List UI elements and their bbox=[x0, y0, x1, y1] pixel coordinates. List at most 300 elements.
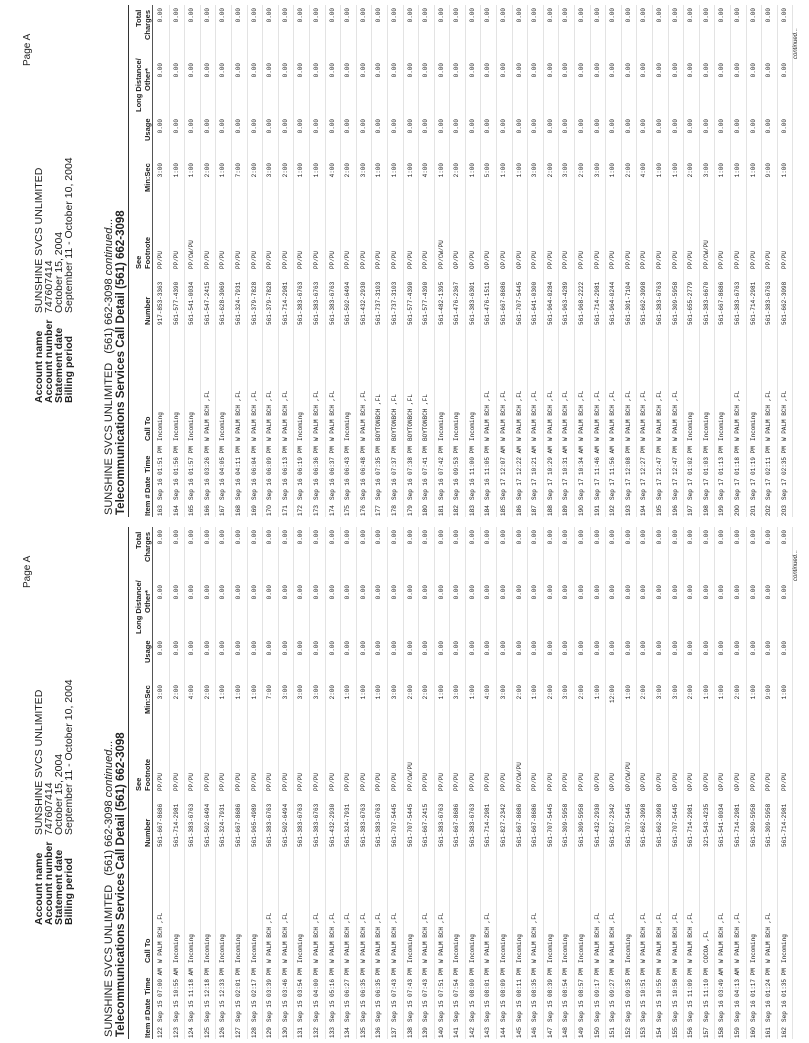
cell-number: 561-547-2415 bbox=[203, 281, 211, 325]
cell-long-distance: 0.00 bbox=[437, 63, 445, 78]
cell-min-sec: 1:00 bbox=[359, 685, 367, 700]
cell-time: 01:51 PM bbox=[157, 446, 164, 475]
cell-min-sec: 1:00 bbox=[297, 163, 305, 178]
table-row bbox=[513, 5, 529, 517]
table-row bbox=[622, 527, 638, 1039]
table-row bbox=[388, 5, 404, 517]
cell-long-distance: 0.00 bbox=[422, 585, 430, 600]
cell-number: 561-714-2981 bbox=[780, 803, 788, 847]
cell-call-to: Incoming bbox=[157, 412, 164, 441]
col-min-sec: Min:Sec bbox=[143, 163, 152, 192]
cell-number: 561-963-4289 bbox=[562, 281, 570, 325]
cell-long-distance: 0.00 bbox=[484, 585, 492, 600]
cell-call-to: W PALM BCH ,FL bbox=[546, 390, 554, 441]
cell-item: 160 bbox=[749, 1027, 757, 1038]
cell-min-sec: 1:00 bbox=[390, 163, 398, 178]
cell-long-distance: 0.00 bbox=[359, 585, 367, 600]
cell-call-to: W PALM BCH ,FL bbox=[640, 912, 648, 963]
account-number-label: Account number bbox=[43, 319, 55, 403]
cell-number: 561-383-6763 bbox=[437, 803, 445, 847]
cell-date: Sep 15 bbox=[281, 1000, 289, 1022]
cell-long-distance: 0.00 bbox=[593, 585, 601, 600]
cell-call-to: COCOA ,FL bbox=[702, 930, 710, 963]
cell-long-distance: 0.00 bbox=[172, 63, 180, 78]
cell-footnote: PP/PU bbox=[406, 250, 414, 269]
cell-min-sec: 4:00 bbox=[484, 685, 492, 700]
cell-time: 10:31 AM bbox=[562, 446, 570, 475]
cell-number: 561-383-6763 bbox=[733, 281, 741, 325]
table-row bbox=[185, 527, 201, 1039]
cell-time: 10:51 PM bbox=[640, 968, 648, 997]
cell-min-sec: 7:00 bbox=[266, 685, 274, 700]
cell-date: Sep 17 bbox=[624, 478, 632, 500]
cell-item: 141 bbox=[453, 1027, 461, 1038]
cell-time: 01:35 PM bbox=[780, 968, 788, 997]
cell-date: Sep 15 bbox=[157, 1000, 164, 1022]
cell-usage: 0.00 bbox=[453, 119, 461, 134]
cell-date: Sep 15 bbox=[702, 1000, 710, 1022]
cell-call-to: W PALM BCH ,FL bbox=[593, 912, 601, 963]
cell-item: 143 bbox=[484, 1027, 492, 1038]
cell-footnote: OP/PU bbox=[718, 772, 726, 791]
statement-date-value: October 15, 2004 bbox=[53, 753, 65, 835]
cell-time: 11:05 PM bbox=[484, 446, 492, 475]
table-row bbox=[669, 5, 685, 517]
cell-item: 148 bbox=[562, 1027, 570, 1038]
cell-total-charges: 0.00 bbox=[656, 8, 663, 23]
cell-footnote: OP/PU bbox=[453, 250, 461, 269]
cell-long-distance: 0.00 bbox=[671, 585, 679, 600]
cell-long-distance: 0.00 bbox=[312, 585, 320, 600]
cell-time: 01:13 PM bbox=[718, 446, 726, 475]
cell-number: 561-324-7931 bbox=[234, 281, 242, 325]
cell-min-sec: 2:00 bbox=[687, 163, 695, 178]
cell-date: Sep 16 bbox=[484, 478, 492, 500]
cell-item: 196 bbox=[671, 505, 679, 516]
cell-footnote: OP/PU bbox=[702, 772, 710, 791]
cell-item: 138 bbox=[406, 1027, 414, 1038]
cell-number: 561-667-8686 bbox=[500, 281, 508, 325]
cell-time: 02:35 PM bbox=[780, 446, 788, 475]
cell-date: Sep 17 bbox=[500, 478, 508, 500]
cell-item: 164 bbox=[172, 505, 180, 516]
cell-usage: 0.00 bbox=[531, 641, 539, 656]
cell-call-to: W PALM BCH ,FL bbox=[250, 390, 258, 441]
cell-min-sec: 2:00 bbox=[344, 163, 352, 178]
cell-total-charges: 0.00 bbox=[687, 530, 695, 545]
cell-date: Sep 17 bbox=[562, 478, 570, 500]
table-row bbox=[419, 527, 435, 1039]
cell-time: 04:00 PM bbox=[312, 968, 320, 997]
table-row bbox=[450, 5, 466, 517]
cell-total-charges: 0.00 bbox=[702, 8, 710, 23]
cell-call-to: W PALM BCH ,FL bbox=[531, 390, 539, 441]
cell-call-to: W PALM BCH ,FL bbox=[609, 912, 617, 963]
cell-item: 190 bbox=[578, 505, 586, 516]
cell-min-sec: 7:00 bbox=[234, 163, 242, 178]
cell-footnote: PP/PU bbox=[281, 772, 289, 791]
cell-min-sec: 1:00 bbox=[780, 163, 788, 178]
cell-total-charges: 0.00 bbox=[562, 8, 570, 23]
cell-call-to: W PALM BCH ,FL bbox=[593, 390, 601, 441]
table-row bbox=[481, 5, 497, 517]
cell-call-to: W PALM BCH ,FL bbox=[640, 390, 648, 441]
account-number-label: Account number bbox=[43, 841, 55, 925]
company-line bbox=[103, 218, 115, 515]
cell-number: 917-853-3363 bbox=[157, 281, 164, 325]
cell-usage: 0.00 bbox=[422, 641, 430, 656]
cell-footnote: PP/CW/PU bbox=[188, 240, 196, 269]
cell-item: 153 bbox=[640, 1027, 648, 1038]
cell-time: 01:24 PM bbox=[765, 968, 773, 997]
cell-footnote: PP/CW/PU bbox=[702, 240, 710, 269]
cell-item: 203 bbox=[780, 505, 788, 516]
cell-usage: 0.00 bbox=[500, 119, 508, 134]
cell-number: 561-737-3103 bbox=[390, 281, 398, 325]
cell-time: 08:57 PM bbox=[578, 968, 586, 997]
table-row bbox=[731, 527, 747, 1039]
cell-long-distance: 0.00 bbox=[328, 63, 336, 78]
cell-min-sec: 1:00 bbox=[609, 163, 617, 178]
cell-footnote: PP/PU bbox=[234, 250, 242, 269]
header-rule bbox=[128, 527, 129, 1039]
table-row bbox=[653, 527, 669, 1039]
cell-date: Sep 16 bbox=[234, 478, 242, 500]
table-row bbox=[700, 5, 716, 517]
cell-long-distance: 0.00 bbox=[765, 585, 773, 600]
cell-call-to: Incoming bbox=[500, 934, 508, 963]
cell-call-to: Incoming bbox=[624, 934, 632, 963]
cell-date: Sep 15 bbox=[219, 1000, 227, 1022]
cell-date: Sep 17 bbox=[733, 478, 741, 500]
cell-time: 11:18 AM bbox=[188, 968, 196, 997]
col-footnote: Footnote bbox=[143, 758, 152, 791]
cell-long-distance: 0.00 bbox=[671, 63, 679, 78]
cell-item: 165 bbox=[188, 505, 196, 516]
cell-footnote: PP/PU bbox=[593, 250, 601, 269]
cell-item: 176 bbox=[359, 505, 367, 516]
table-row bbox=[544, 527, 560, 1039]
cell-total-charges: 0.00 bbox=[671, 530, 679, 545]
cell-total-charges: 0.00 bbox=[172, 530, 180, 545]
cell-footnote: PP/PU bbox=[578, 250, 586, 269]
cell-usage: 0.00 bbox=[733, 119, 741, 134]
section-title: Telecommunications Services Call Detail (561) 662-3098 bbox=[115, 210, 127, 515]
cell-usage: 0.00 bbox=[609, 641, 617, 656]
table-row bbox=[684, 5, 700, 517]
cell-time: 07:41 PM bbox=[422, 446, 430, 475]
cell-call-to: W PALM BCH ,FL bbox=[578, 390, 586, 441]
cell-call-to: Incoming bbox=[297, 412, 305, 441]
cell-call-to: W PALM BCH ,FL bbox=[671, 390, 679, 441]
cell-time: 06:04 PM bbox=[250, 446, 258, 475]
cell-min-sec: 1:00 bbox=[312, 163, 320, 178]
cell-total-charges: 0.00 bbox=[749, 8, 757, 23]
col-total: Total bbox=[134, 531, 143, 549]
table-row bbox=[481, 527, 497, 1039]
cell-long-distance: 0.00 bbox=[468, 585, 476, 600]
cell-item: 133 bbox=[328, 1027, 336, 1038]
table-row bbox=[294, 5, 310, 517]
account-name-label: Account name bbox=[33, 852, 45, 925]
cell-footnote: PP/PU bbox=[297, 250, 305, 269]
table-row bbox=[715, 5, 731, 517]
cell-min-sec: 2:00 bbox=[422, 685, 430, 700]
table-row bbox=[435, 5, 451, 517]
cell-date: Sep 16 bbox=[733, 1000, 741, 1022]
cell-number: 561-577-4390 bbox=[406, 281, 414, 325]
cell-item: 152 bbox=[624, 1027, 632, 1038]
account-info bbox=[34, 157, 74, 403]
cell-min-sec: 3:00 bbox=[656, 685, 663, 700]
cell-footnote: PP/PU bbox=[562, 772, 570, 791]
cell-footnote: PP/PU bbox=[250, 772, 258, 791]
cell-date: Sep 16 bbox=[328, 478, 336, 500]
cell-min-sec: 2:00 bbox=[578, 685, 586, 700]
cell-usage: 0.00 bbox=[312, 641, 320, 656]
cell-footnote: PP/PU bbox=[328, 250, 336, 269]
cell-usage: 0.00 bbox=[297, 641, 305, 656]
cell-total-charges: 0.00 bbox=[157, 530, 164, 545]
cell-time: 07:43 PM bbox=[390, 968, 398, 997]
cell-min-sec: 1:00 bbox=[219, 163, 227, 178]
table-row bbox=[575, 5, 591, 517]
cell-long-distance: 0.00 bbox=[375, 63, 383, 78]
cell-call-to: BOYTONBCH ,FL bbox=[375, 394, 383, 441]
cell-min-sec: 2:00 bbox=[546, 685, 554, 700]
cell-number: 561-309-5958 bbox=[562, 803, 570, 847]
cell-usage: 0.00 bbox=[172, 641, 180, 656]
cell-call-to: W PALM BCH ,FL bbox=[624, 390, 632, 441]
cell-call-to: W PALM BCH ,FL bbox=[359, 912, 367, 963]
cell-usage: 0.00 bbox=[312, 119, 320, 134]
cell-min-sec: 3:00 bbox=[500, 685, 508, 700]
cell-long-distance: 0.00 bbox=[515, 585, 523, 600]
cell-footnote: PP/PU bbox=[656, 250, 663, 269]
cell-long-distance: 0.00 bbox=[733, 585, 741, 600]
table-row bbox=[747, 527, 763, 1039]
cell-usage: 0.00 bbox=[219, 641, 227, 656]
cell-time: 04:11 PM bbox=[234, 446, 242, 475]
cell-call-to: Incoming bbox=[203, 934, 211, 963]
cell-date: Sep 15 bbox=[422, 1000, 430, 1022]
cell-date: Sep 15 bbox=[203, 1000, 211, 1022]
cell-number: 561-662-3098 bbox=[640, 803, 648, 847]
cell-number: 561-577-4390 bbox=[172, 281, 180, 325]
cell-item: 157 bbox=[702, 1027, 710, 1038]
cell-total-charges: 0.00 bbox=[188, 8, 196, 23]
cell-time: 09:27 PM bbox=[609, 968, 617, 997]
cell-usage: 0.00 bbox=[687, 641, 695, 656]
cell-time: 08:01 PM bbox=[484, 968, 492, 997]
cell-call-to: Incoming bbox=[172, 934, 180, 963]
cell-item: 195 bbox=[656, 505, 663, 516]
cell-call-to: W PALM BCH ,FL bbox=[390, 912, 398, 963]
cell-number: 561-707-5445 bbox=[546, 803, 554, 847]
cell-number: 561-383-6763 bbox=[297, 803, 305, 847]
cell-date: Sep 16 bbox=[780, 1000, 788, 1022]
cell-min-sec: 1:00 bbox=[406, 163, 414, 178]
cell-long-distance: 0.00 bbox=[297, 585, 305, 600]
cell-item: 123 bbox=[172, 1027, 180, 1038]
cell-date: Sep 15 bbox=[266, 1000, 274, 1022]
cell-usage: 0.00 bbox=[468, 119, 476, 134]
cell-number: 561-383-6763 bbox=[312, 803, 320, 847]
cell-footnote: OP/PU bbox=[468, 250, 476, 269]
cell-number: 561-502-6494 bbox=[344, 281, 352, 325]
cell-min-sec: 1:00 bbox=[188, 163, 196, 178]
cell-total-charges: 0.00 bbox=[312, 8, 320, 23]
cell-call-to: Incoming bbox=[578, 934, 586, 963]
cell-date: Sep 16 bbox=[359, 478, 367, 500]
cell-footnote: PP/PU bbox=[484, 772, 492, 791]
phone-number: (561) 662-3098 bbox=[103, 800, 115, 876]
cell-footnote: PP/PU bbox=[546, 250, 554, 269]
cell-total-charges: 0.00 bbox=[780, 8, 788, 23]
table-row bbox=[419, 5, 435, 517]
cell-item: 169 bbox=[250, 505, 258, 516]
cell-item: 175 bbox=[344, 505, 352, 516]
cell-total-charges: 0.00 bbox=[531, 530, 539, 545]
cell-total-charges: 0.00 bbox=[578, 8, 586, 23]
cell-footnote: PP/CW/PU bbox=[406, 762, 414, 791]
cell-time: 07:43 PM bbox=[406, 968, 414, 997]
cell-number: 561-714-2981 bbox=[733, 803, 741, 847]
cell-total-charges: 0.00 bbox=[281, 8, 289, 23]
cell-item: 193 bbox=[624, 505, 632, 516]
cell-date: Sep 15 bbox=[562, 1000, 570, 1022]
cell-call-to: W PALM BCH ,FL bbox=[656, 912, 663, 963]
continued-label: continued... bbox=[103, 218, 115, 276]
cell-footnote: PP/PU bbox=[250, 250, 258, 269]
cell-time: 06:35 PM bbox=[359, 968, 367, 997]
cell-item: 192 bbox=[609, 505, 617, 516]
cell-call-to: W PALM BCH ,FL bbox=[562, 390, 570, 441]
cell-total-charges: 0.00 bbox=[578, 530, 586, 545]
cell-long-distance: 0.00 bbox=[687, 585, 695, 600]
table-row bbox=[450, 527, 466, 1039]
cell-time: 08:11 PM bbox=[515, 968, 523, 997]
cell-number: 561-707-5445 bbox=[406, 803, 414, 847]
cell-date: Sep 15 bbox=[375, 1000, 383, 1022]
cell-total-charges: 0.00 bbox=[624, 530, 632, 545]
cell-min-sec: 1:00 bbox=[718, 163, 726, 178]
cell-total-charges: 0.00 bbox=[437, 530, 445, 545]
cell-usage: 0.00 bbox=[359, 641, 367, 656]
cell-date: Sep 17 bbox=[718, 478, 726, 500]
cell-long-distance: 0.00 bbox=[515, 63, 523, 78]
cell-usage: 0.00 bbox=[593, 641, 601, 656]
cell-total-charges: 0.00 bbox=[281, 530, 289, 545]
cell-item: 187 bbox=[531, 505, 539, 516]
cell-time: 06:19 PM bbox=[297, 446, 305, 475]
cell-item: 137 bbox=[390, 1027, 398, 1038]
cell-number: 561-383-6763 bbox=[297, 281, 305, 325]
cell-date: Sep 16 bbox=[203, 478, 211, 500]
cell-date: Sep 15 bbox=[531, 1000, 539, 1022]
cell-total-charges: 0.00 bbox=[515, 8, 523, 23]
cell-call-to: W PALM BCH ,FL bbox=[312, 912, 320, 963]
cell-long-distance: 0.00 bbox=[780, 63, 788, 78]
table-header bbox=[130, 5, 152, 517]
cell-time: 10:58 PM bbox=[671, 968, 679, 997]
col-other: Other* bbox=[143, 590, 152, 613]
cell-date: Sep 15 bbox=[234, 1000, 242, 1022]
cell-footnote: PP/PU bbox=[640, 250, 648, 269]
cell-footnote: PP/PU bbox=[359, 250, 367, 269]
cell-call-to: Incoming bbox=[687, 412, 695, 441]
cell-item: 167 bbox=[219, 505, 227, 516]
cell-footnote: PP/PU bbox=[157, 250, 164, 269]
cell-number: 561-309-5958 bbox=[765, 803, 773, 847]
cell-time: 09:17 PM bbox=[593, 968, 601, 997]
cell-item: 194 bbox=[640, 505, 648, 516]
cell-footnote: PP/PU bbox=[780, 772, 788, 791]
cell-item: 155 bbox=[671, 1027, 679, 1038]
cell-number: 561-968-2222 bbox=[578, 281, 586, 325]
cell-min-sec: 2:00 bbox=[687, 685, 695, 700]
cell-footnote: PP/PU bbox=[453, 772, 461, 791]
cell-date: Sep 17 bbox=[687, 478, 695, 500]
cell-call-to: Incoming bbox=[188, 934, 196, 963]
cell-time: 12:27 PM bbox=[640, 446, 648, 475]
cell-usage: 0.00 bbox=[484, 641, 492, 656]
cell-item: 144 bbox=[500, 1027, 508, 1038]
cell-total-charges: 0.00 bbox=[250, 530, 258, 545]
cell-total-charges: 0.00 bbox=[609, 530, 617, 545]
cell-time: 01:19 PM bbox=[749, 446, 757, 475]
company-line bbox=[103, 740, 115, 1037]
statement-page-right bbox=[0, 0, 809, 521]
cell-total-charges: 0.00 bbox=[468, 8, 476, 23]
cell-time: 10:29 AM bbox=[546, 446, 554, 475]
table-row bbox=[778, 5, 794, 517]
cell-time: 09:53 PM bbox=[453, 446, 461, 475]
cell-date: Sep 16 bbox=[312, 478, 320, 500]
table-row bbox=[637, 5, 653, 517]
cell-usage: 0.00 bbox=[593, 119, 601, 134]
col-other: Other* bbox=[143, 68, 152, 91]
cell-long-distance: 0.00 bbox=[281, 585, 289, 600]
cell-total-charges: 0.00 bbox=[266, 530, 274, 545]
cell-min-sec: 2:00 bbox=[624, 163, 632, 178]
cell-item: 147 bbox=[546, 1027, 554, 1038]
cell-call-to: Incoming bbox=[297, 934, 305, 963]
cell-number: 561-432-2930 bbox=[328, 803, 336, 847]
cell-call-to: Incoming bbox=[468, 412, 476, 441]
cell-date: Sep 15 bbox=[624, 1000, 632, 1022]
cell-date: Sep 16 bbox=[468, 478, 476, 500]
cell-usage: 0.00 bbox=[687, 119, 695, 134]
cell-usage: 0.00 bbox=[157, 641, 164, 656]
cell-call-to: BOYTONBCH ,FL bbox=[390, 394, 398, 441]
table-row bbox=[341, 5, 357, 517]
cell-long-distance: 0.00 bbox=[640, 585, 648, 600]
cell-min-sec: 1:00 bbox=[500, 163, 508, 178]
cell-total-charges: 0.00 bbox=[593, 530, 601, 545]
cell-call-to: W PALM BCH ,FL bbox=[157, 912, 164, 963]
cell-call-to: W PALM BCH ,FL bbox=[422, 912, 430, 963]
table-row bbox=[404, 5, 420, 517]
cell-footnote: PP/PU bbox=[718, 250, 726, 269]
cell-item: 135 bbox=[359, 1027, 367, 1038]
col-see: See bbox=[134, 777, 143, 791]
cell-min-sec: 1:00 bbox=[702, 685, 710, 700]
cell-time: 06:09 PM bbox=[266, 446, 274, 475]
cell-usage: 0.00 bbox=[281, 119, 289, 134]
col-date: Date bbox=[143, 998, 152, 1015]
cell-long-distance: 0.00 bbox=[687, 63, 695, 78]
